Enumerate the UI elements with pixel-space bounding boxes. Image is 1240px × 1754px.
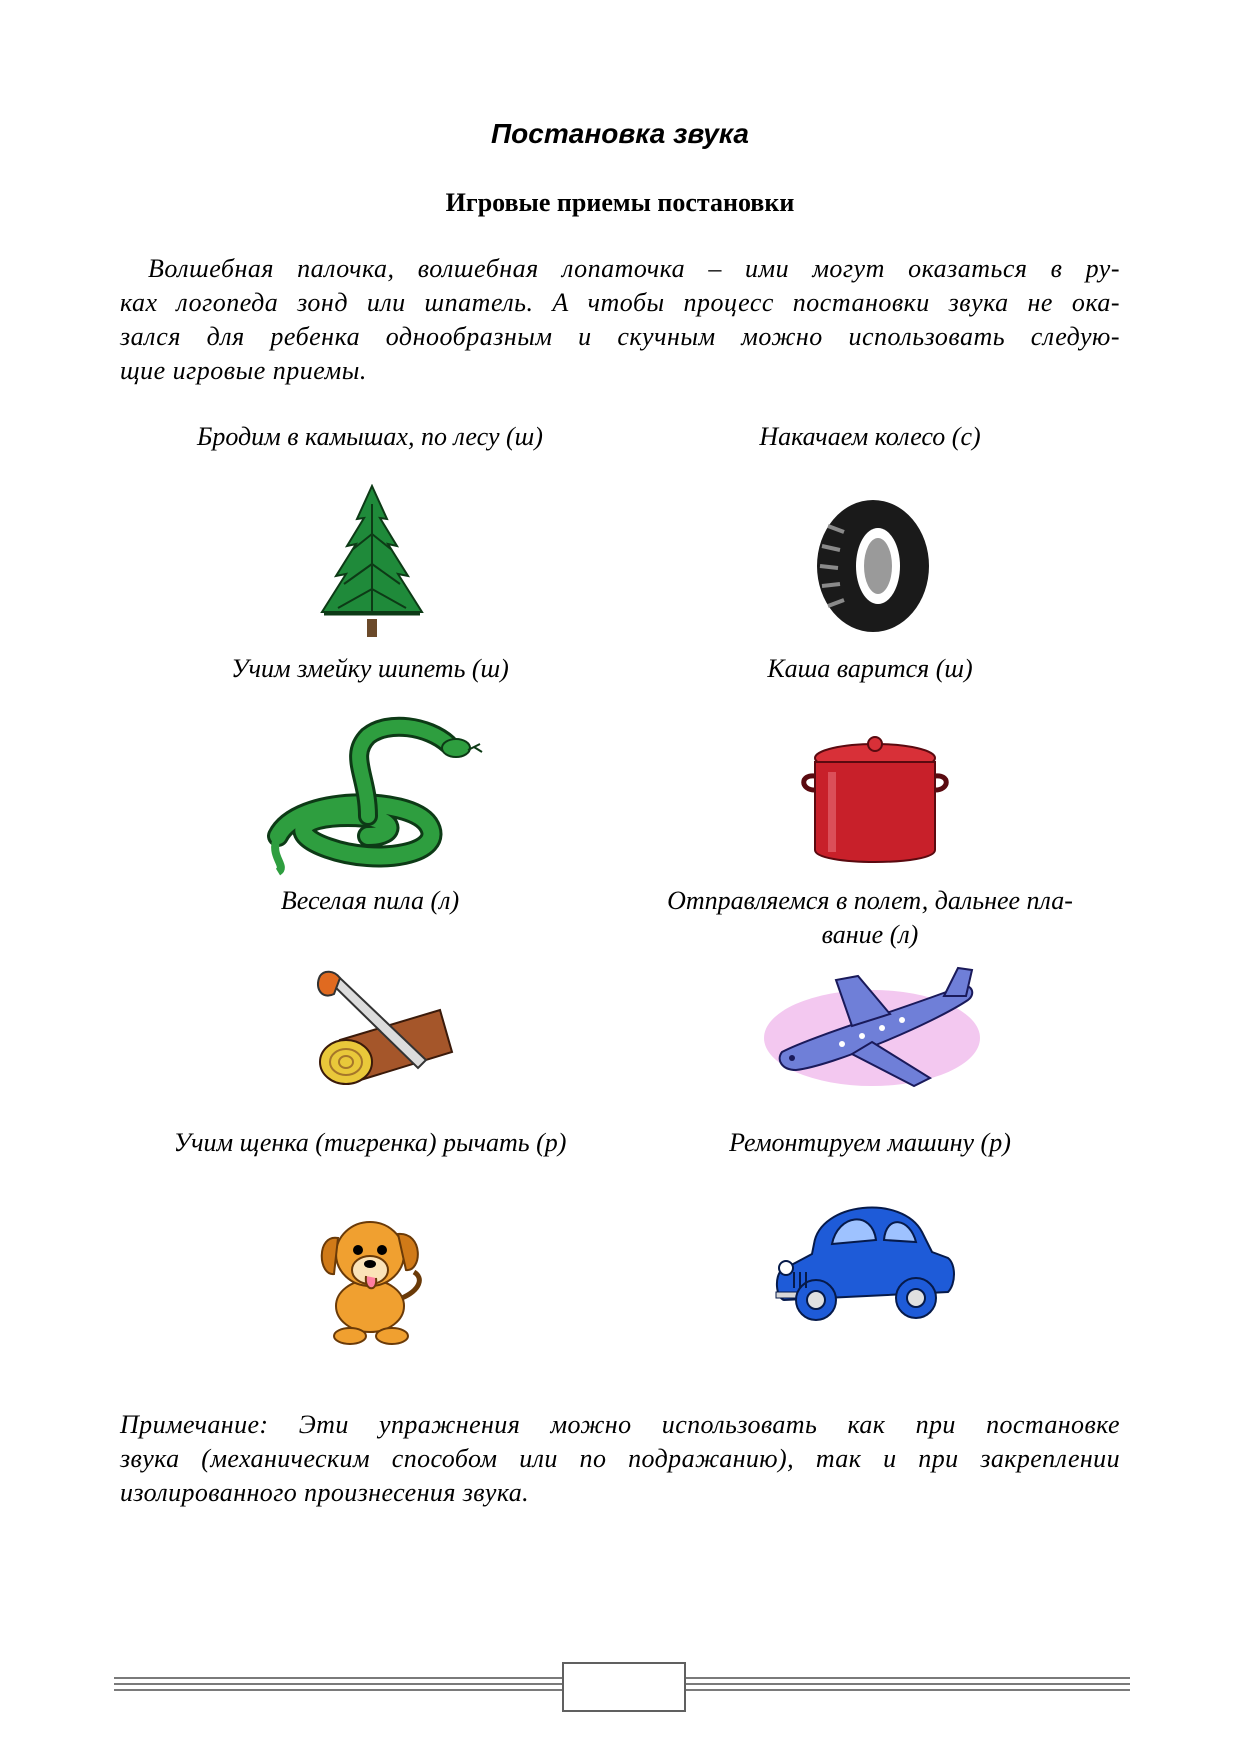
saw-log-icon	[300, 970, 460, 1096]
caption-tire: Накачаем колесо (с)	[759, 422, 981, 451]
caption-flight	[620, 884, 1120, 952]
page-number-box	[562, 1662, 686, 1712]
section-subtitle: Игровые приемы постановки	[445, 188, 795, 217]
intro-line: ках логопеда зонд или шпатель. А чтобы процесс постановки звука не ока-	[120, 288, 1120, 317]
caption-porridge: Каша варится (ш)	[767, 654, 973, 683]
caption-puppy: Учим щенка (тигренка) рычать (р)	[173, 1128, 567, 1157]
note-line: изолированного произнесения звука.	[120, 1478, 530, 1507]
intro-line: щие игровые приемы.	[120, 356, 367, 385]
intro-line: Волшебная палочка, волшебная лопаточка – ими могут оказаться в ру-	[148, 254, 1120, 283]
tire-icon	[810, 496, 936, 636]
caption-car: Ремонтируем машину (р)	[729, 1128, 1011, 1157]
snake-icon	[258, 716, 488, 876]
caption-forest: Бродим в камышах, по лесу (ш)	[197, 422, 543, 451]
cooking-pot-icon	[800, 732, 950, 868]
caption-flight-line2: вание (л)	[821, 920, 919, 949]
page-title: Постановка звука	[491, 118, 749, 149]
caption-flight-line1: Отправляемся в полет, дальнее пла-	[667, 886, 1073, 915]
note-line: Примечание: Эти упражнения можно использовать как при постановке	[120, 1410, 1120, 1439]
puppy-icon	[306, 1198, 434, 1348]
note-line: звука (механическим способом или по подражанию), так и при закреплении	[120, 1444, 1120, 1473]
intro-paragraph	[120, 252, 1120, 388]
caption-saw: Веселая пила (л)	[280, 886, 460, 915]
fir-tree-icon	[312, 484, 432, 644]
intro-line: зался для ребенка однообразным и скучным можно использовать следую-	[120, 322, 1120, 351]
note-paragraph	[120, 1408, 1120, 1510]
caption-snake: Учим змейку шипеть (ш)	[231, 654, 509, 683]
airplane-icon	[762, 966, 982, 1096]
car-icon	[772, 1188, 960, 1328]
